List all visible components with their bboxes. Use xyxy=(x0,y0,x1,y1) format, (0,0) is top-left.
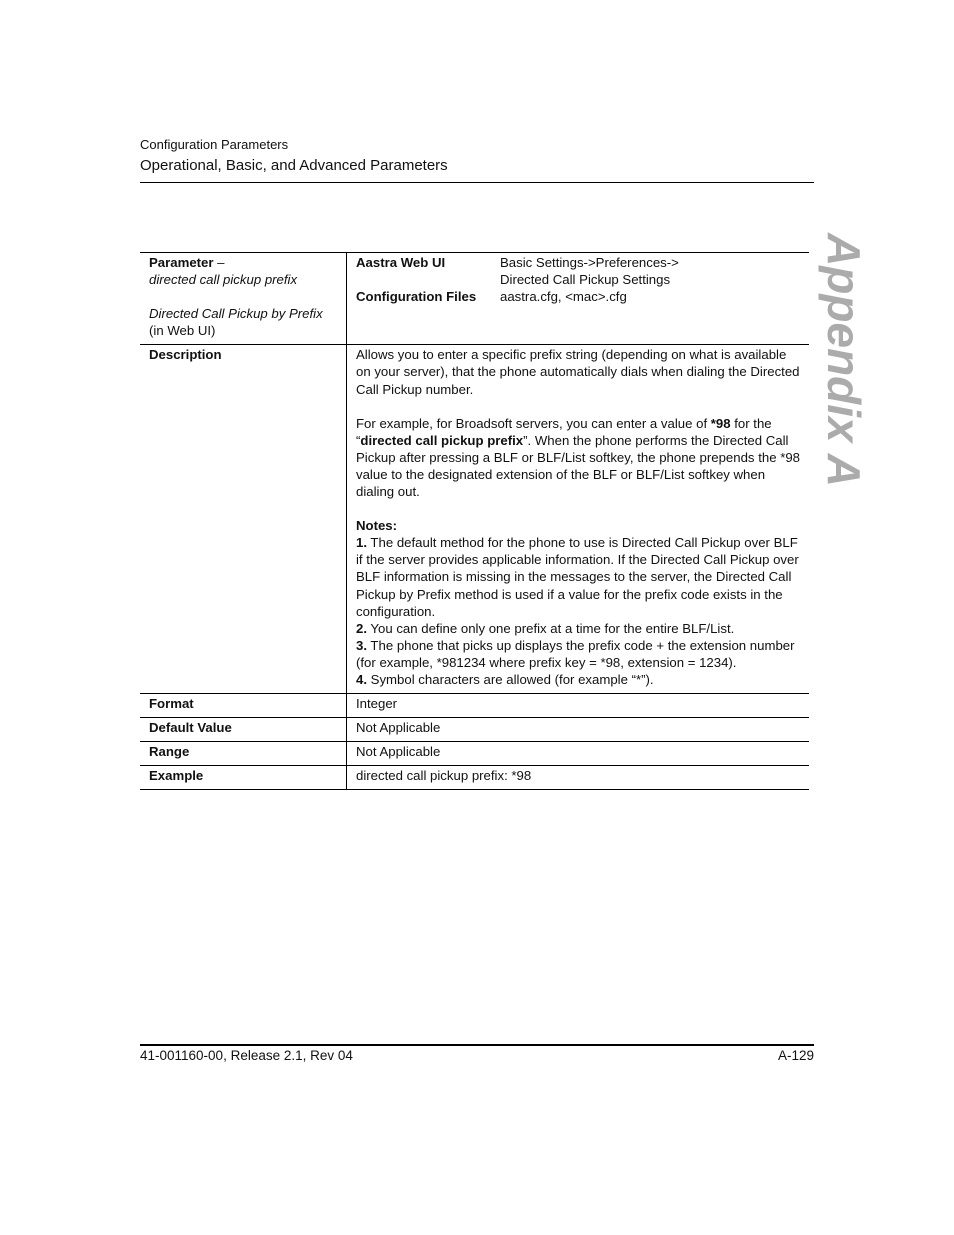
parameter-dash: – xyxy=(213,255,225,270)
default-value-label: Default Value xyxy=(140,718,347,742)
appendix-side-tab xyxy=(818,233,871,487)
range-row xyxy=(140,742,809,766)
description-row xyxy=(140,345,809,694)
header-rule xyxy=(140,182,814,183)
parameter-web-suffix: (in Web UI) xyxy=(149,323,216,339)
footer-document-id: 41-001160-00, Release 2.1, Rev 04 xyxy=(140,1048,353,1063)
range-label: Range xyxy=(140,742,347,766)
notes-label: Notes: xyxy=(356,518,398,534)
note-item: 2. You can define only one prefix at a time for the entire BLF/List. xyxy=(356,620,735,636)
example-value: directed call pickup prefix: *98 xyxy=(347,766,810,790)
format-label: Format xyxy=(140,694,347,718)
running-header-subsection: Operational, Basic, and Advanced Parameters xyxy=(140,157,448,174)
note-item: 1. The default method for the phone to use is Directed Call Pickup over BLF if the server provides applicable information. If the Directed Call Pickup over BLF information is missing in the messages to the server, the Directed Call Pickup by Prefix method is used if a value for the prefix code exists in the configuration. xyxy=(356,535,799,619)
default-value-value: Not Applicable xyxy=(347,718,810,742)
default-value-row xyxy=(140,718,809,742)
note-item: 4. Symbol characters are allowed (for example “*”). xyxy=(356,671,654,687)
note-item: 3. The phone that picks up displays the prefix code + the extension number (for example, *981234 where prefix key = *98, extension = 1234). xyxy=(356,637,795,670)
example-row xyxy=(140,766,809,790)
web-ui-path-1: Basic Settings->Preferences-> xyxy=(500,255,679,270)
format-value: Integer xyxy=(347,694,810,718)
appendix-side-tab-label: Appendix A xyxy=(818,233,871,487)
description-paragraph-2: For example, for Broadsoft servers, you can enter a value of *98 for the “directed call pickup prefix”. When the phone performs the Directed Call Pickup after pressing a BLF or BLF/List softkey, the phone prepends the *98 value to the designated extension of the BLF or BLF/List softkey when dialing out. xyxy=(356,415,800,500)
footer-rule xyxy=(140,1044,814,1046)
description-paragraph-1: Allows you to enter a specific prefix string (depending on what is available on your server), that the phone automatically dials when dialing the Directed Call Pickup number. xyxy=(356,347,800,397)
range-value: Not Applicable xyxy=(347,742,810,766)
config-files-value: aastra.cfg, <mac>.cfg xyxy=(500,289,627,305)
description-cell xyxy=(347,345,810,694)
web-ui-path-2: Directed Call Pickup Settings xyxy=(500,272,671,288)
description-label: Description xyxy=(140,345,347,694)
config-files-label: Configuration Files xyxy=(356,289,477,305)
parameter-web-name: Directed Call Pickup by Prefix xyxy=(149,306,323,322)
parameter-table xyxy=(140,252,809,790)
footer-page-number: A-129 xyxy=(777,1048,814,1063)
parameter-name: directed call pickup prefix xyxy=(149,272,298,288)
running-header-section: Configuration Parameters xyxy=(140,137,289,152)
web-ui-label: Aastra Web UI xyxy=(356,255,446,270)
parameter-cell xyxy=(140,253,347,345)
parameter-row xyxy=(140,253,809,345)
example-label: Example xyxy=(140,766,347,790)
location-cell xyxy=(347,253,810,345)
parameter-label: Parameter xyxy=(149,255,214,270)
format-row xyxy=(140,694,809,718)
